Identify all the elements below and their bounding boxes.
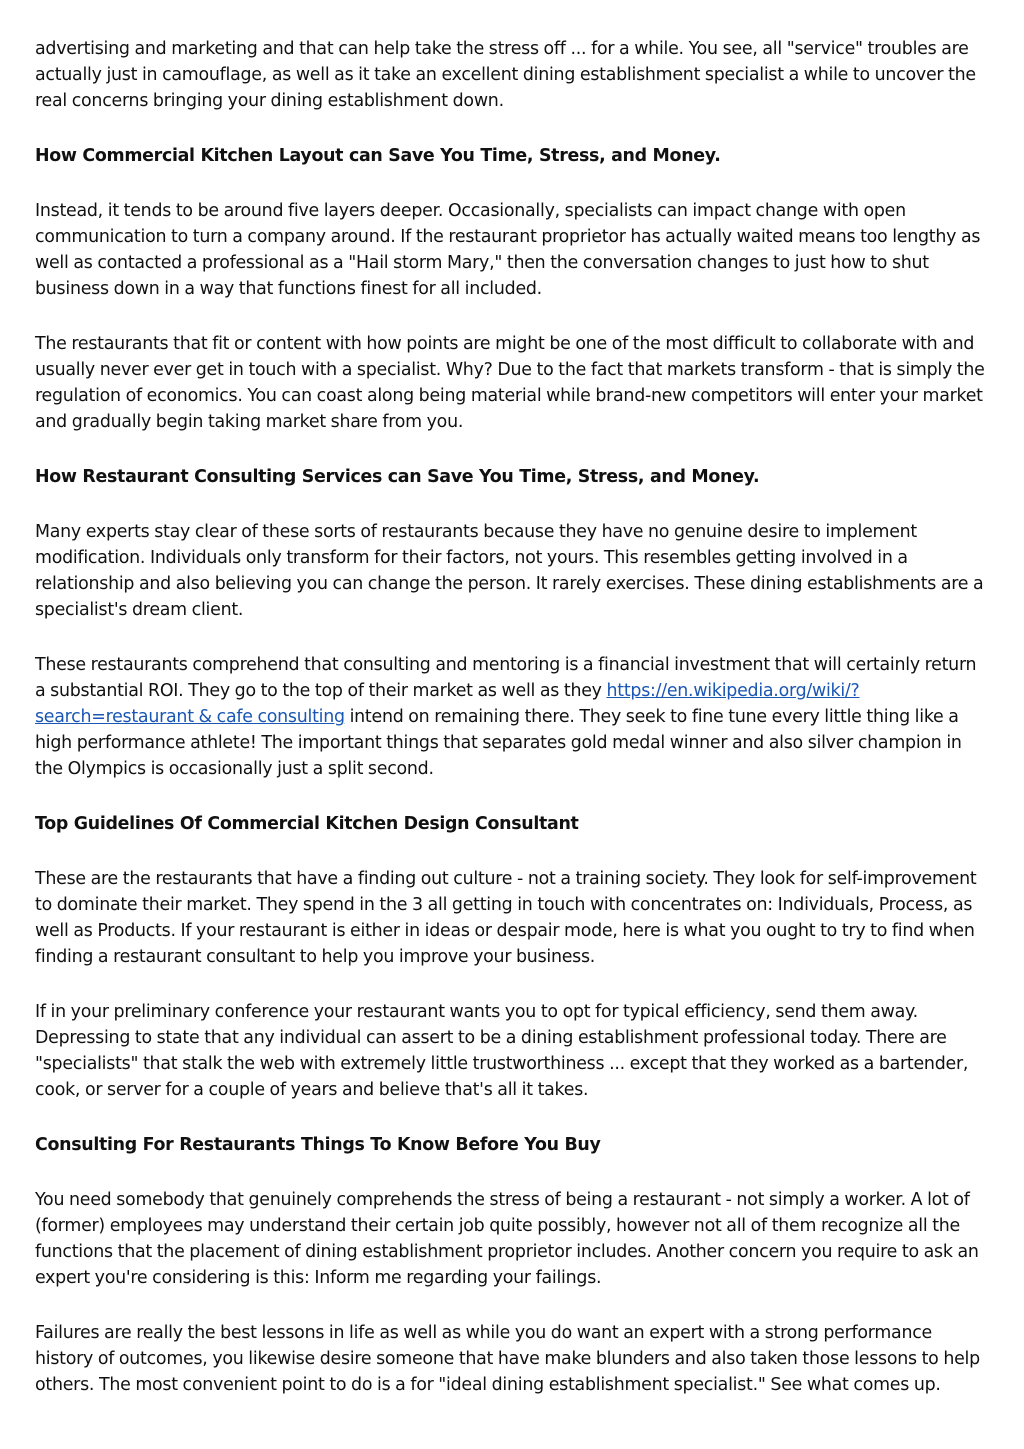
paragraph-content-restaurants: The restaurants that fit or content with how points are might be one of the most difficult to collaborate with and usually never ever get in touch with a specialist. Why? Due to the fact that markets transform - that is simply the regulation of economics. You can coast along being material while brand-new competitors will enter your market and gradually begin taking market share from you. — [35, 334, 985, 432]
paragraph-financial-investment — [35, 652, 989, 782]
heading-commercial-kitchen-layout: How Commercial Kitchen Layout can Save You Time, Stress, and Money. — [35, 146, 721, 166]
heading-top-guidelines: Top Guidelines Of Commercial Kitchen Design Consultant — [35, 814, 579, 834]
wikipedia-search-link[interactable]: https://en.wikipedia.org/wiki/?search=restaurant & cafe consulting — [35, 681, 860, 727]
paragraph-failures-lessons: Failures are really the best lessons in life as well as while you do want an expert with a strong performance history of outcomes, you likewise desire someone that have make blunders and also taken those lessons to help others. The most convenient point to do is a for "ideal dining establishment specialist." See what comes up. — [35, 1323, 980, 1395]
paragraph-preliminary-conference: If in your preliminary conference your restaurant wants you to opt for typical efficiency, send them away. Depressing to state that any individual can assert to be a dining establishment professional today. There are "specialists" that stalk the web with extremely little trustworthiness ... except that they worked as a bartender, cook, or server for a couple of years and believe that's all it takes. — [35, 1002, 969, 1100]
paragraph-text-before-link: These restaurants comprehend that consulting and mentoring is a financial investment that will certainly return a substantial ROI. They go to the top of their market as well as they — [35, 655, 977, 701]
paragraph-intro: advertising and marketing and that can help take the stress off ... for a while. You see, all "service" troubles are actually just in camouflage, as well as it take an excellent dining establishment specialist a while to uncover the real concerns bringing your dining establishment down. — [35, 39, 976, 111]
paragraph-experts-stay-clear: Many experts stay clear of these sorts of restaurants because they have no genuine desire to implement modification. Individuals only transform for their factors, not yours. This resembles getting involved in a relationship and also believing you can change the person. It rarely exercises. These dining establishments are a specialist's dream client. — [35, 522, 984, 620]
heading-consulting-for-restaurants: Consulting For Restaurants Things To Know Before You Buy — [35, 1135, 601, 1155]
paragraph-learning-culture: These are the restaurants that have a finding out culture - not a training society. They look for self-improvement to dominate their market. They spend in the 3 all getting in touch with concentrates on: Individuals, Process, as well as Products. If your restaurant is either in ideas or despair mode, here is what you ought to try to find when finding a restaurant consultant to help you improve your business. — [35, 869, 977, 967]
paragraph-five-layers: Instead, it tends to be around five layers deeper. Occasionally, specialists can impact change with open communication to turn a company around. If the restaurant proprietor has actually waited means too lengthy as well as contacted a professional as a "Hail storm Mary," then the conversation changes to just how to shut business down in a way that functions finest for all included. — [35, 201, 981, 299]
paragraph-need-somebody: You need somebody that genuinely comprehends the stress of being a restaurant - not simply a worker. A lot of (former) employees may understand their certain job quite possibly, however not all of them recognize all the functions that the placement of dining establishment proprietor includes. Another concern you require to ask an expert you're considering is this: Inform me regarding your failings. — [35, 1190, 979, 1288]
paragraph-text-after-link: intend on remaining there. They seek to fine tune every little thing like a high performance athlete! The important things that separates gold medal winner and also silver champion in the Olympics is occasionally just a split second. — [35, 707, 962, 779]
heading-restaurant-consulting-services: How Restaurant Consulting Services can Save You Time, Stress, and Money. — [35, 467, 760, 487]
